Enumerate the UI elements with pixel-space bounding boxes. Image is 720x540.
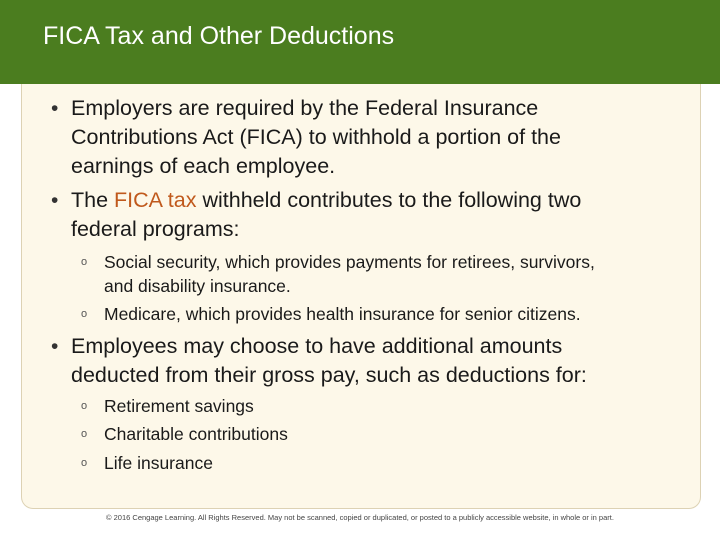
title-bar (0, 0, 720, 84)
sub-item-social-security-line-2: and disability insurance. (104, 276, 291, 296)
copyright-footer: © 2016 Cengage Learning. All Rights Reserved. May not be scanned, copied or duplicated, or posted to a publicly accessible website, in whole or in part. (106, 513, 614, 522)
sub-item-retirement-savings: Retirement savings (104, 396, 254, 416)
bullet-2-text-after: withheld contributes to the following two (196, 188, 582, 212)
sub-bullet-marker: o (81, 400, 88, 412)
bullet-1-line-2: Contributions Act (FICA) to withhold a portion of the (71, 125, 561, 149)
bullet-2-line-2: federal programs: (71, 217, 240, 241)
sub-item-life-insurance: Life insurance (104, 453, 213, 473)
bullet-1-line-3: earnings of each employee. (71, 154, 336, 178)
bullet-marker: • (51, 97, 59, 120)
sub-item-medicare: Medicare, which provides health insurance for senior citizens. (104, 304, 581, 324)
sub-bullet-marker: o (81, 308, 88, 320)
fica-tax-term: FICA tax (114, 188, 197, 212)
bullet-marker: • (51, 189, 59, 212)
bullet-1-line-1: Employers are required by the Federal Insurance (71, 96, 539, 120)
sub-item-social-security-line-1: Social security, which provides payments for retirees, survivors, (104, 252, 595, 272)
content-panel (21, 84, 701, 509)
sub-bullet-marker: o (81, 256, 88, 268)
bullet-3-line-2: deducted from their gross pay, such as deductions for: (71, 363, 587, 387)
bullet-2-text-before: The (71, 188, 115, 212)
sub-item-charitable-contributions: Charitable contributions (104, 424, 288, 444)
bullet-2-line-1 (71, 186, 581, 215)
sub-bullet-marker: o (81, 428, 88, 440)
slide-title: FICA Tax and Other Deductions (43, 22, 395, 50)
sub-bullet-marker: o (81, 457, 88, 469)
bullet-marker: • (51, 335, 59, 358)
bullet-3-line-1: Employees may choose to have additional amounts (71, 334, 563, 358)
